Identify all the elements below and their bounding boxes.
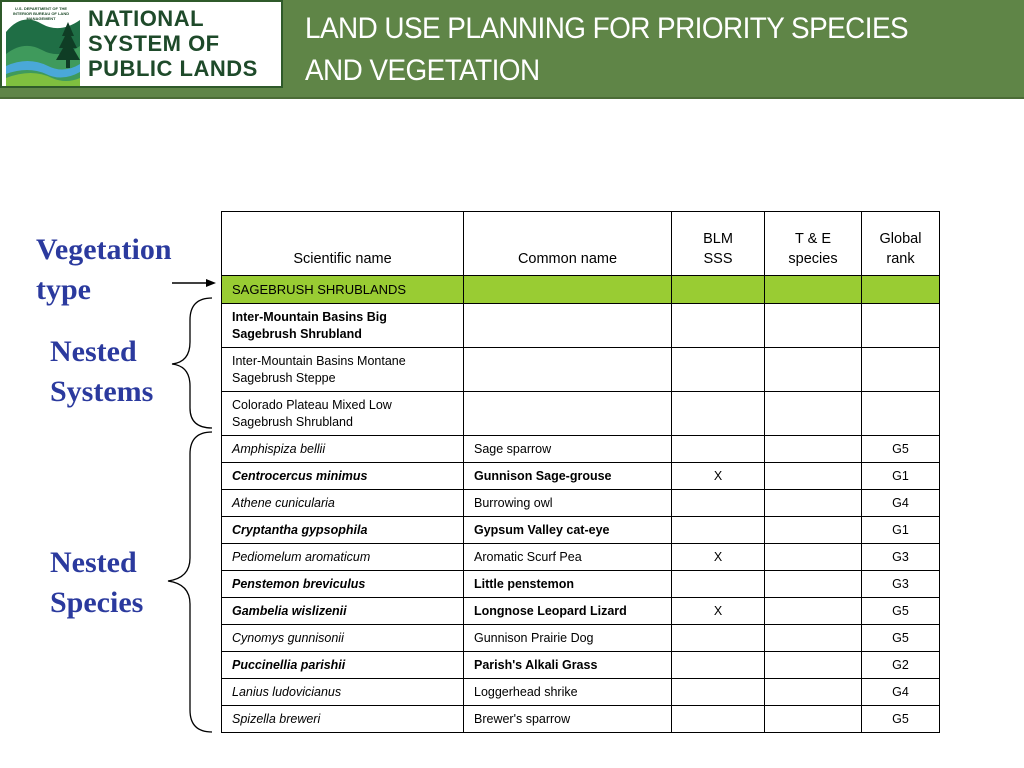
species-row: [222, 463, 940, 490]
common-name-cell: Gunnison Prairie Dog: [464, 625, 672, 652]
arrow-head-icon: [206, 279, 216, 287]
vegetation-empty-cell: [765, 276, 862, 304]
global-rank-cell: G5: [862, 598, 940, 625]
te-species-cell: [765, 571, 862, 598]
global-rank-cell: G3: [862, 571, 940, 598]
vegetation-type-cell: SAGEBRUSH SHRUBLANDS: [222, 276, 464, 304]
col-te-species: [765, 212, 862, 276]
common-name-cell: Burrowing owl: [464, 490, 672, 517]
vegetation-empty-cell: [672, 276, 765, 304]
te-species-cell: [765, 517, 862, 544]
title-line-2: AND VEGETATION: [305, 54, 540, 87]
species-row: [222, 544, 940, 571]
species-row: [222, 652, 940, 679]
te-header-line-2: species: [788, 251, 838, 267]
common-name-cell: Brewer's sparrow: [464, 706, 672, 733]
vegetation-type-row: [222, 276, 940, 304]
rank-header-line-1: Global: [879, 231, 922, 247]
common-name-cell: Little penstemon: [464, 571, 672, 598]
logo-line-1: NATIONAL: [88, 6, 205, 31]
common-name-cell: Aromatic Scurf Pea: [464, 544, 672, 571]
blm-sss-cell: X: [672, 598, 765, 625]
global-rank-cell: G3: [862, 544, 940, 571]
scientific-name-cell: Pediomelum aromaticum: [222, 544, 464, 571]
scientific-name-cell: Athene cunicularia: [222, 490, 464, 517]
logo-line-2: SYSTEM OF: [88, 31, 220, 56]
common-name-cell: Gypsum Valley cat-eye: [464, 517, 672, 544]
system-empty-cell: [464, 348, 672, 392]
species-table: [221, 211, 940, 733]
te-species-cell: [765, 625, 862, 652]
system-empty-cell: [464, 304, 672, 348]
blm-header-line-2: SSS: [703, 251, 733, 267]
vegetation-label-line-1: Vegetation: [36, 233, 172, 266]
scientific-name-cell: Puccinellia parishii: [222, 652, 464, 679]
system-empty-cell: [672, 392, 765, 436]
system-empty-cell: [765, 348, 862, 392]
blm-sss-cell: X: [672, 463, 765, 490]
system-row: [222, 304, 940, 348]
vegetation-empty-cell: [464, 276, 672, 304]
species-label-line-2: Species: [50, 586, 144, 619]
species-row: [222, 625, 940, 652]
system-row: [222, 392, 940, 436]
te-species-cell: [765, 679, 862, 706]
system-empty-cell: [765, 304, 862, 348]
blm-sss-cell: [672, 625, 765, 652]
vegetation-empty-cell: [862, 276, 940, 304]
page-title: [305, 8, 970, 92]
systems-brace-icon: [172, 298, 212, 428]
te-species-cell: [765, 436, 862, 463]
global-rank-cell: G5: [862, 436, 940, 463]
rank-header-line-2: rank: [886, 251, 915, 267]
system-name-cell: Inter-Mountain Basins Montane Sagebrush Steppe: [222, 348, 464, 392]
scientific-name-cell: Penstemon breviculus: [222, 571, 464, 598]
global-rank-cell: G1: [862, 463, 940, 490]
system-empty-cell: [765, 392, 862, 436]
common-name-cell: Parish's Alkali Grass: [464, 652, 672, 679]
blm-sss-cell: [672, 436, 765, 463]
global-rank-cell: G5: [862, 706, 940, 733]
te-species-cell: [765, 490, 862, 517]
blm-sss-cell: [672, 517, 765, 544]
species-row: [222, 436, 940, 463]
system-name-cell: Inter-Mountain Basins Big Sagebrush Shrubland: [222, 304, 464, 348]
col-blm-sss: [672, 212, 765, 276]
te-species-cell: [765, 463, 862, 490]
scientific-name-cell: Cynomys gunnisonii: [222, 625, 464, 652]
brace-connectors: [0, 0, 230, 768]
system-empty-cell: [672, 304, 765, 348]
systems-label-line-1: Nested: [50, 335, 137, 368]
te-species-cell: [765, 544, 862, 571]
title-line-1: LAND USE PLANNING FOR PRIORITY SPECIES: [305, 12, 909, 45]
global-rank-cell: G2: [862, 652, 940, 679]
species-row: [222, 706, 940, 733]
blm-sss-cell: [672, 571, 765, 598]
blm-header-line-1: BLM: [703, 231, 733, 247]
species-row: [222, 571, 940, 598]
blm-sss-cell: [672, 652, 765, 679]
system-empty-cell: [862, 304, 940, 348]
common-name-cell: Longnose Leopard Lizard: [464, 598, 672, 625]
blm-sss-cell: [672, 706, 765, 733]
col-scientific-name: Scientific name: [222, 212, 464, 276]
species-row: [222, 598, 940, 625]
te-species-cell: [765, 706, 862, 733]
common-name-cell: Gunnison Sage-grouse: [464, 463, 672, 490]
scientific-name-cell: Spizella breweri: [222, 706, 464, 733]
te-header-line-1: T & E: [795, 231, 831, 247]
scientific-name-cell: Centrocercus minimus: [222, 463, 464, 490]
common-name-cell: Loggerhead shrike: [464, 679, 672, 706]
table-header-row: [222, 212, 940, 276]
systems-label-line-2: Systems: [50, 375, 154, 408]
col-common-name: Common name: [464, 212, 672, 276]
global-rank-cell: G1: [862, 517, 940, 544]
te-species-cell: [765, 598, 862, 625]
scientific-name-cell: Cryptantha gypsophila: [222, 517, 464, 544]
species-row: [222, 517, 940, 544]
species-brace-icon: [168, 432, 212, 732]
te-species-cell: [765, 652, 862, 679]
scientific-name-cell: Gambelia wislizenii: [222, 598, 464, 625]
system-row: [222, 348, 940, 392]
system-empty-cell: [862, 348, 940, 392]
species-row: [222, 490, 940, 517]
system-name-cell: Colorado Plateau Mixed Low Sagebrush Shrubland: [222, 392, 464, 436]
global-rank-cell: G4: [862, 679, 940, 706]
global-rank-cell: G4: [862, 490, 940, 517]
blm-sss-cell: [672, 679, 765, 706]
scientific-name-cell: Amphispiza bellii: [222, 436, 464, 463]
vegetation-label-line-2: type: [36, 273, 91, 306]
system-empty-cell: [672, 348, 765, 392]
logo-agency-text: U.S. DEPARTMENT OF THE INTERIOR BUREAU OF LAND MANAGEMENT: [12, 6, 70, 21]
col-global-rank: [862, 212, 940, 276]
system-empty-cell: [862, 392, 940, 436]
species-label-line-1: Nested: [50, 546, 137, 579]
common-name-cell: Sage sparrow: [464, 436, 672, 463]
logo-line-3: PUBLIC LANDS: [88, 56, 258, 81]
blm-sss-cell: X: [672, 544, 765, 571]
system-empty-cell: [464, 392, 672, 436]
scientific-name-cell: Lanius ludovicianus: [222, 679, 464, 706]
species-row: [222, 679, 940, 706]
species-rows: [222, 436, 940, 733]
blm-sss-cell: [672, 490, 765, 517]
global-rank-cell: G5: [862, 625, 940, 652]
